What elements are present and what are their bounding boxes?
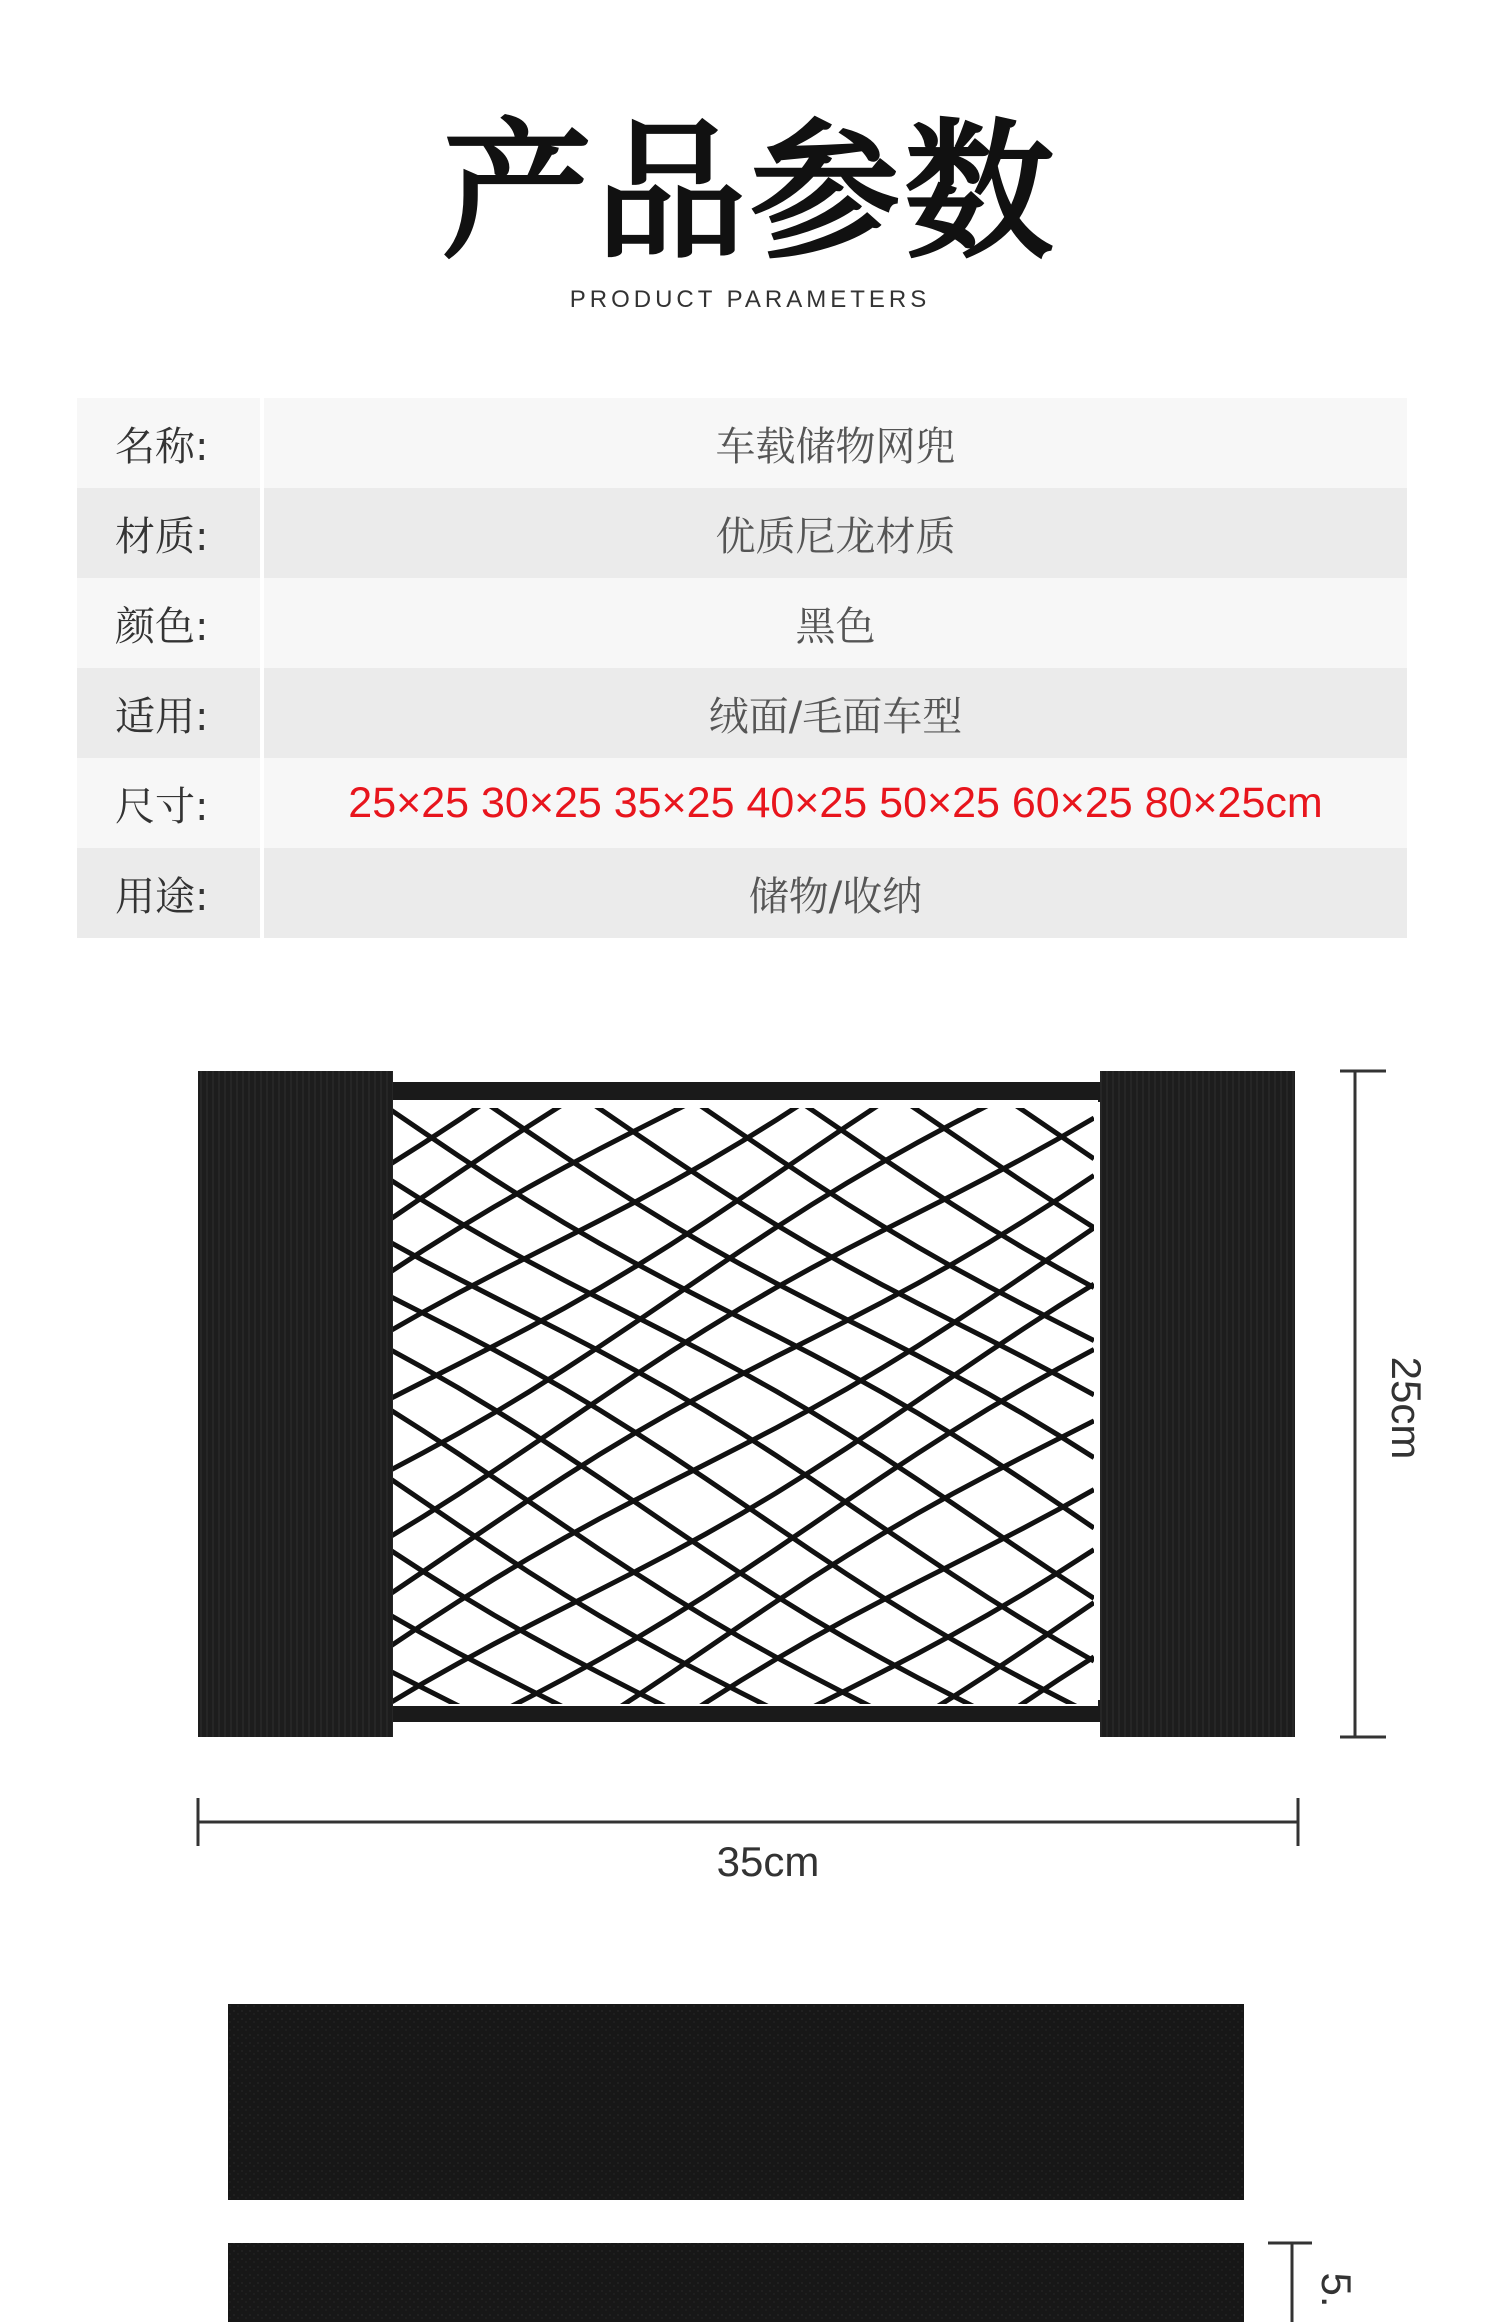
net-strand [388, 426, 1094, 846]
param-value: 车载储物网兜 [264, 398, 1407, 488]
velcro-strap-right [1100, 1071, 1295, 1737]
param-label: 材质: [77, 488, 260, 578]
param-label: 名称: [77, 398, 260, 488]
strip-label: 5. [1313, 2272, 1360, 2308]
param-label: 用途: [77, 848, 260, 938]
net-strand [388, 682, 1094, 1102]
strip-dimension [1268, 2243, 1312, 2322]
param-label: 适用: [77, 668, 260, 758]
felt-strip-top [228, 2004, 1244, 2200]
net-strand [388, 369, 1094, 789]
net-strand [388, 436, 1094, 856]
net-strand [388, 541, 1094, 961]
height-label: 25cm [1383, 1356, 1430, 1460]
param-value: 储物/收纳 [264, 848, 1407, 938]
felt-strip-bottom [228, 2243, 1244, 2322]
net-strand [388, 611, 1094, 1031]
net-strand [388, 667, 1094, 1087]
param-label: 尺寸: [77, 758, 260, 848]
net-strand [388, 480, 1094, 900]
velcro-strap-left [198, 1071, 393, 1737]
net-strand [388, 546, 1094, 966]
width-label: 35cm [716, 1838, 820, 1885]
param-value: 黑色 [264, 578, 1407, 668]
net-strand [388, 602, 1094, 1022]
page-subtitle: PRODUCT PARAMETERS [569, 286, 931, 313]
net-strand [388, 373, 1094, 793]
param-value: 优质尼龙材质 [264, 488, 1407, 578]
param-value: 绒面/毛面车型 [264, 668, 1407, 758]
page-title: 产品参数 [441, 106, 1058, 280]
height-dimension [1340, 1071, 1386, 1737]
net-strand [388, 493, 1094, 913]
param-label: 颜色: [77, 578, 260, 668]
param-value-sizes: 25×25 30×25 35×25 40×25 50×25 60×25 80×25cm [264, 758, 1407, 848]
